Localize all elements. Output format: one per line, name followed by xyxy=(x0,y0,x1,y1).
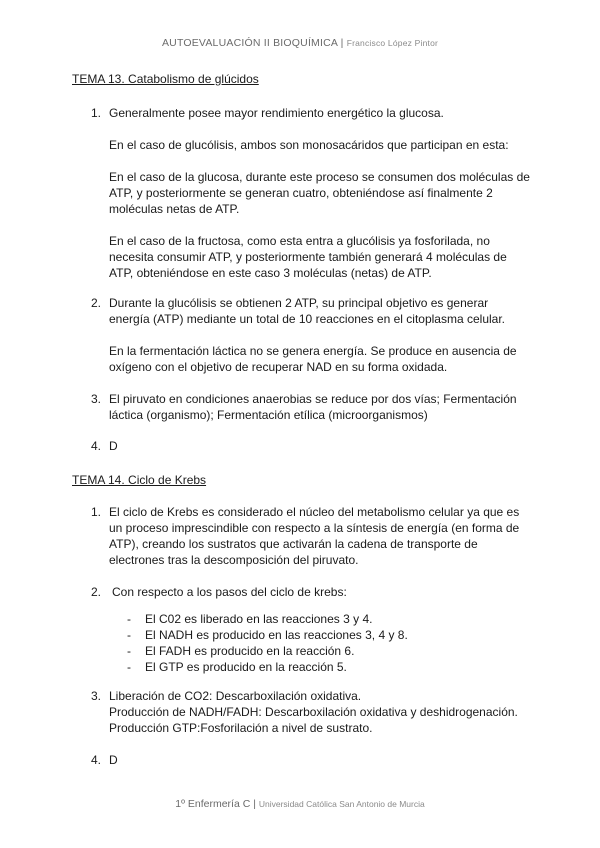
item-number: 4. xyxy=(91,753,102,767)
item-number: 1. xyxy=(91,106,102,120)
item-number: 2. xyxy=(91,296,102,310)
paragraph: El ciclo de Krebs es considerado el núcleo del metabolismo celular ya que es un proceso imprescindible con respecto a la síntesis de energía (en forma de ATP), creando los sustratos que activarán la cadena de transporte de electrones tras la descomposición del piruvato. xyxy=(109,505,520,567)
paragraph: D xyxy=(109,753,118,767)
item-number: 3. xyxy=(91,689,102,703)
text-line: Producción de NADH/FADH: Descarboxilación oxidativa y deshidrogenación. xyxy=(109,705,518,719)
list-item xyxy=(91,584,531,675)
item-number: 4. xyxy=(91,439,102,453)
list-item xyxy=(91,438,531,454)
paragraph: En el caso de glucólisis, ambos son monosacáridos que participan en esta: xyxy=(109,138,509,152)
footer-course: 1º Enfermería C | xyxy=(175,798,256,810)
list-item xyxy=(91,295,531,375)
item-number: 2. xyxy=(91,585,102,599)
item-number: 1. xyxy=(91,505,102,519)
footer-university: Universidad Católica San Antonio de Murcia xyxy=(258,799,425,809)
paragraph: Generalmente posee mayor rendimiento energético la glucosa. xyxy=(109,106,444,120)
header-title: AUTOEVALUACIÓN II BIOQUÍMICA | xyxy=(161,37,344,49)
text-line: Producción GTP:Fosforilación a nivel de sustrato. xyxy=(109,721,373,735)
paragraph: En el caso de la glucosa, durante este proceso se consumen dos moléculas de ATP, y posteriormente se generan cuatro, obteniéndose así finalmente 2 moléculas netas de ATP. xyxy=(109,170,530,216)
paragraph: El piruvato en condiciones anaerobias se reduce por dos vías; Fermentación láctica (organismo); Fermentación etílica (microorganismos) xyxy=(109,392,517,422)
bullet-item: - El FADH es producido en la reacción 6. xyxy=(127,644,355,658)
text-line: Liberación de CO2: Descarboxilación oxidativa. xyxy=(109,689,362,703)
paragraph: Durante la glucólisis se obtienen 2 ATP, su principal objetivo es generar energía (ATP) mediante un total de 10 reacciones en el citoplasma celular. xyxy=(109,296,505,326)
paragraph: Con respecto a los pasos del ciclo de krebs: xyxy=(112,585,347,599)
section-heading-tema13: TEMA 13. Catabolismo de glúcidos xyxy=(72,72,259,86)
bullet-list xyxy=(109,611,531,675)
paragraph: En la fermentación láctica no se genera energía. Se produce en ausencia de oxígeno con el objetivo de recuperar NAD en su forma oxidada. xyxy=(109,344,517,374)
list-item xyxy=(91,752,531,768)
list-item xyxy=(91,391,531,423)
page-footer xyxy=(0,798,600,810)
header-author: Francisco López Pintor xyxy=(346,38,439,48)
bullet-item: - El GTP es producido en la reacción 5. xyxy=(127,660,347,674)
list-item xyxy=(91,688,551,736)
paragraph: D xyxy=(109,439,118,453)
list-item xyxy=(91,504,531,568)
section-heading-tema14: TEMA 14. Ciclo de Krebs xyxy=(72,473,207,487)
list-item xyxy=(91,105,531,281)
item-number: 3. xyxy=(91,392,102,406)
bullet-item: - El C02 es liberado en las reacciones 3 y 4. xyxy=(127,612,373,626)
bullet-item: - El NADH es producido en las reacciones 3, 4 y 8. xyxy=(127,628,408,642)
paragraph: En el caso de la fructosa, como esta entra a glucólisis ya fosforilada, no necesita consumir ATP, y posteriormente también generará 4 moléculas de ATP, obteniéndose en este caso 3 moléculas (netas) de ATP. xyxy=(109,234,507,280)
